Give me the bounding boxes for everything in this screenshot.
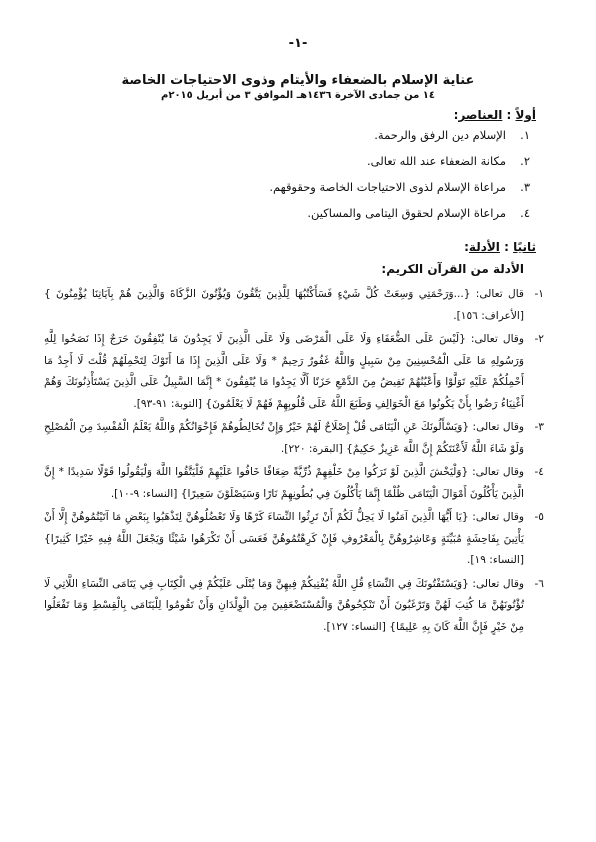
- verse-number: ٥-: [534, 511, 544, 523]
- list-item-number: ٢.: [520, 154, 530, 168]
- quran-verse-item: [44, 462, 544, 505]
- section-one-ordinal: أولاً: [515, 108, 536, 122]
- list-item: [70, 206, 530, 232]
- verse-number: ٤-: [534, 466, 544, 478]
- page-number: -١-: [288, 36, 308, 51]
- list-item: [70, 180, 530, 206]
- list-item-number: ٣.: [520, 180, 530, 194]
- verse-text: وقال تعالى: {وَيَسْتَفْتُونَكَ فِي النِّسَاءِ قُلِ اللَّهُ يُفْتِيكُمْ فِيهِنَّ وَمَا يُتْلَى عَلَيْكُمْ فِي الْكِتَابِ فِي يَتَامَى النِّسَاءِ اللَّاتِي لَا تُؤْتُونَهُنَّ مَا كُتِبَ لَهُنَّ وَتَرْغَبُونَ أَنْ تَنْكِحُوهُنَّ وَالْمُسْتَضْعَفِينَ مِنَ الْوِلْدَانِ وَأَنْ تَقُومُوا لِلْيَتَامَى بِالْقِسْطِ وَمَا تَفْعَلُوا مِنْ خَيْرٍ فَإِنَّ اللَّهَ كَانَ بِهِ عَلِيمًا} [النساء: ١٢٧].: [44, 577, 524, 633]
- verse-text: وقال تعالى: {وَلْيَخْشَ الَّذِينَ لَوْ تَرَكُوا مِنْ خَلْفِهِمْ ذُرِّيَّةً ضِعَافًا خَافُوا عَلَيْهِمْ فَلْيَتَّقُوا اللَّهَ وَلْيَقُولُوا قَوْلًا سَدِيدًا * إِنَّ الَّذِينَ يَأْكُلُونَ أَمْوَالَ الْيَتَامَى ظُلْمًا إِنَّمَا يَأْكُلُونَ فِي بُطُونِهِمْ نَارًا وَسَيَصْلَوْنَ سَعِيرًا} [النساء: ٩-١٠].: [44, 466, 524, 500]
- verse-number: ٢-: [534, 333, 544, 345]
- quran-verse-item: [44, 417, 544, 460]
- elements-list: [70, 128, 530, 232]
- quran-sub-heading: الأدلة من القرآن الكريم:: [381, 262, 524, 276]
- list-item-text: مكانة الضعفاء عند الله تعالى.: [367, 154, 506, 168]
- document-title: عناية الإسلام بالضعفاء والأيتام وذوى الاحتياجات الخاصة: [121, 73, 475, 88]
- section-heading-evidence: ثانيًا : الأدلة:: [464, 240, 536, 254]
- quran-verse-item: [44, 284, 544, 327]
- verse-text: قال تعالى: {...وَرَحْمَتِي وَسِعَتْ كُلَّ شَيْءٍ فَسَأَكْتُبُهَا لِلَّذِينَ يَتَّقُونَ وَيُؤْتُونَ الزَّكَاةَ وَالَّذِينَ هُمْ بِآيَاتِنَا يُؤْمِنُونَ } [الأعراف: ١٥٦].: [44, 288, 524, 322]
- verse-number: ١-: [534, 288, 544, 300]
- verse-number: ٦-: [534, 577, 544, 590]
- verse-text: وقال تعالى: {وَيَسْأَلُونَكَ عَنِ الْيَتَامَى قُلْ إِصْلَاحٌ لَهُمْ خَيْرٌ وَإِنْ تُخَالِطُوهُمْ فَإِخْوَانُكُمْ وَاللَّهُ يَعْلَمُ الْمُفْسِدَ مِنَ الْمُصْلِحِ وَلَوْ شَاءَ اللَّهُ لَأَعْنَتَكُمْ إِنَّ اللَّهَ عَزِيزٌ حَكِيمٌ} [البقرة: ٢٢٠].: [44, 421, 524, 455]
- verse-text: وقال تعالى: {يَا أَيُّهَا الَّذِينَ آمَنُوا لَا يَحِلُّ لَكُمْ أَنْ تَرِثُوا النِّسَاءَ كَرْهًا وَلَا تَعْضُلُوهُنَّ لِتَذْهَبُوا بِبَعْضِ مَا آتَيْتُمُوهُنَّ إِلَّا أَنْ يَأْتِينَ بِفَاحِشَةٍ مُبَيِّنَةٍ وَعَاشِرُوهُنَّ بِالْمَعْرُوفِ فَإِنْ كَرِهْتُمُوهُنَّ فَعَسَى أَنْ تَكْرَهُوا شَيْئًا وَيَجْعَلَ اللَّهُ فِيهِ خَيْرًا كَثِيرًا} [النساء: ١٩].: [44, 511, 524, 566]
- list-item-text: الإسلام دين الرفق والرحمة.: [374, 128, 506, 142]
- quran-verse-item: [44, 329, 544, 415]
- verse-number: ٣-: [534, 421, 544, 433]
- title-block: [60, 72, 536, 103]
- section-one-label: العناصر: [458, 108, 503, 122]
- list-item-number: ٤.: [520, 206, 530, 220]
- quran-evidence-list: [44, 284, 544, 640]
- verse-text: وقال تعالى: {لَيْسَ عَلَى الضُّعَفَاءِ وَلَا عَلَى الْمَرْضَى وَلَا عَلَى الَّذِينَ لَا يَجِدُونَ مَا يُنْفِقُونَ حَرَجٌ إِذَا نَصَحُوا لِلَّهِ وَرَسُولِهِ مَا عَلَى الْمُحْسِنِينَ مِنْ سَبِيلٍ وَاللَّهُ غَفُورٌ رَحِيمٌ * وَلَا عَلَى الَّذِينَ إِذَا مَا أَتَوْكَ لِتَحْمِلَهُمْ قُلْتَ لَا أَجِدُ مَا أَحْمِلُكُمْ عَلَيْهِ تَوَلَّوْا وَأَعْيُنُهُمْ تَفِيضُ مِنَ الدَّمْعِ حَزَنًا أَلَّا يَجِدُوا مَا يُنْفِقُونَ * إِنَّمَا السَّبِيلُ عَلَى الَّذِينَ يَسْتَأْذِنُونَكَ وَهُمْ أَغْنِيَاءُ رَضُوا بِأَنْ يَكُونُوا مَعَ الْخَوَالِفِ وَطَبَعَ اللَّهُ عَلَى قُلُوبِهِمْ فَهُمْ لَا يَعْلَمُونَ} [التوبة: ٩١-٩٣].: [44, 333, 524, 410]
- section-two-ordinal: ثانيًا: [513, 240, 536, 254]
- date-line: ١٤ من جمادى الآخرة ١٤٣٦هـ الموافق ٣ من أبريل ٢٠١٥م: [161, 90, 435, 101]
- list-item: [70, 128, 530, 154]
- section-heading-elements: أولاً : العناصر:: [453, 108, 536, 122]
- list-item-text: مراعاة الإسلام لحقوق اليتامى والمساكين.: [307, 206, 506, 220]
- list-item-text: مراعاة الإسلام لذوى الاحتياجات الخاصة وحقوقهم.: [269, 180, 506, 194]
- quran-verse-item: [44, 574, 544, 639]
- list-item-number: ١.: [520, 128, 530, 142]
- quran-sub-heading-text: الأدلة من القرآن الكريم: [386, 262, 524, 276]
- list-item: [70, 154, 530, 180]
- quran-verse-item: [44, 507, 544, 572]
- section-two-label: الأدلة: [468, 240, 500, 254]
